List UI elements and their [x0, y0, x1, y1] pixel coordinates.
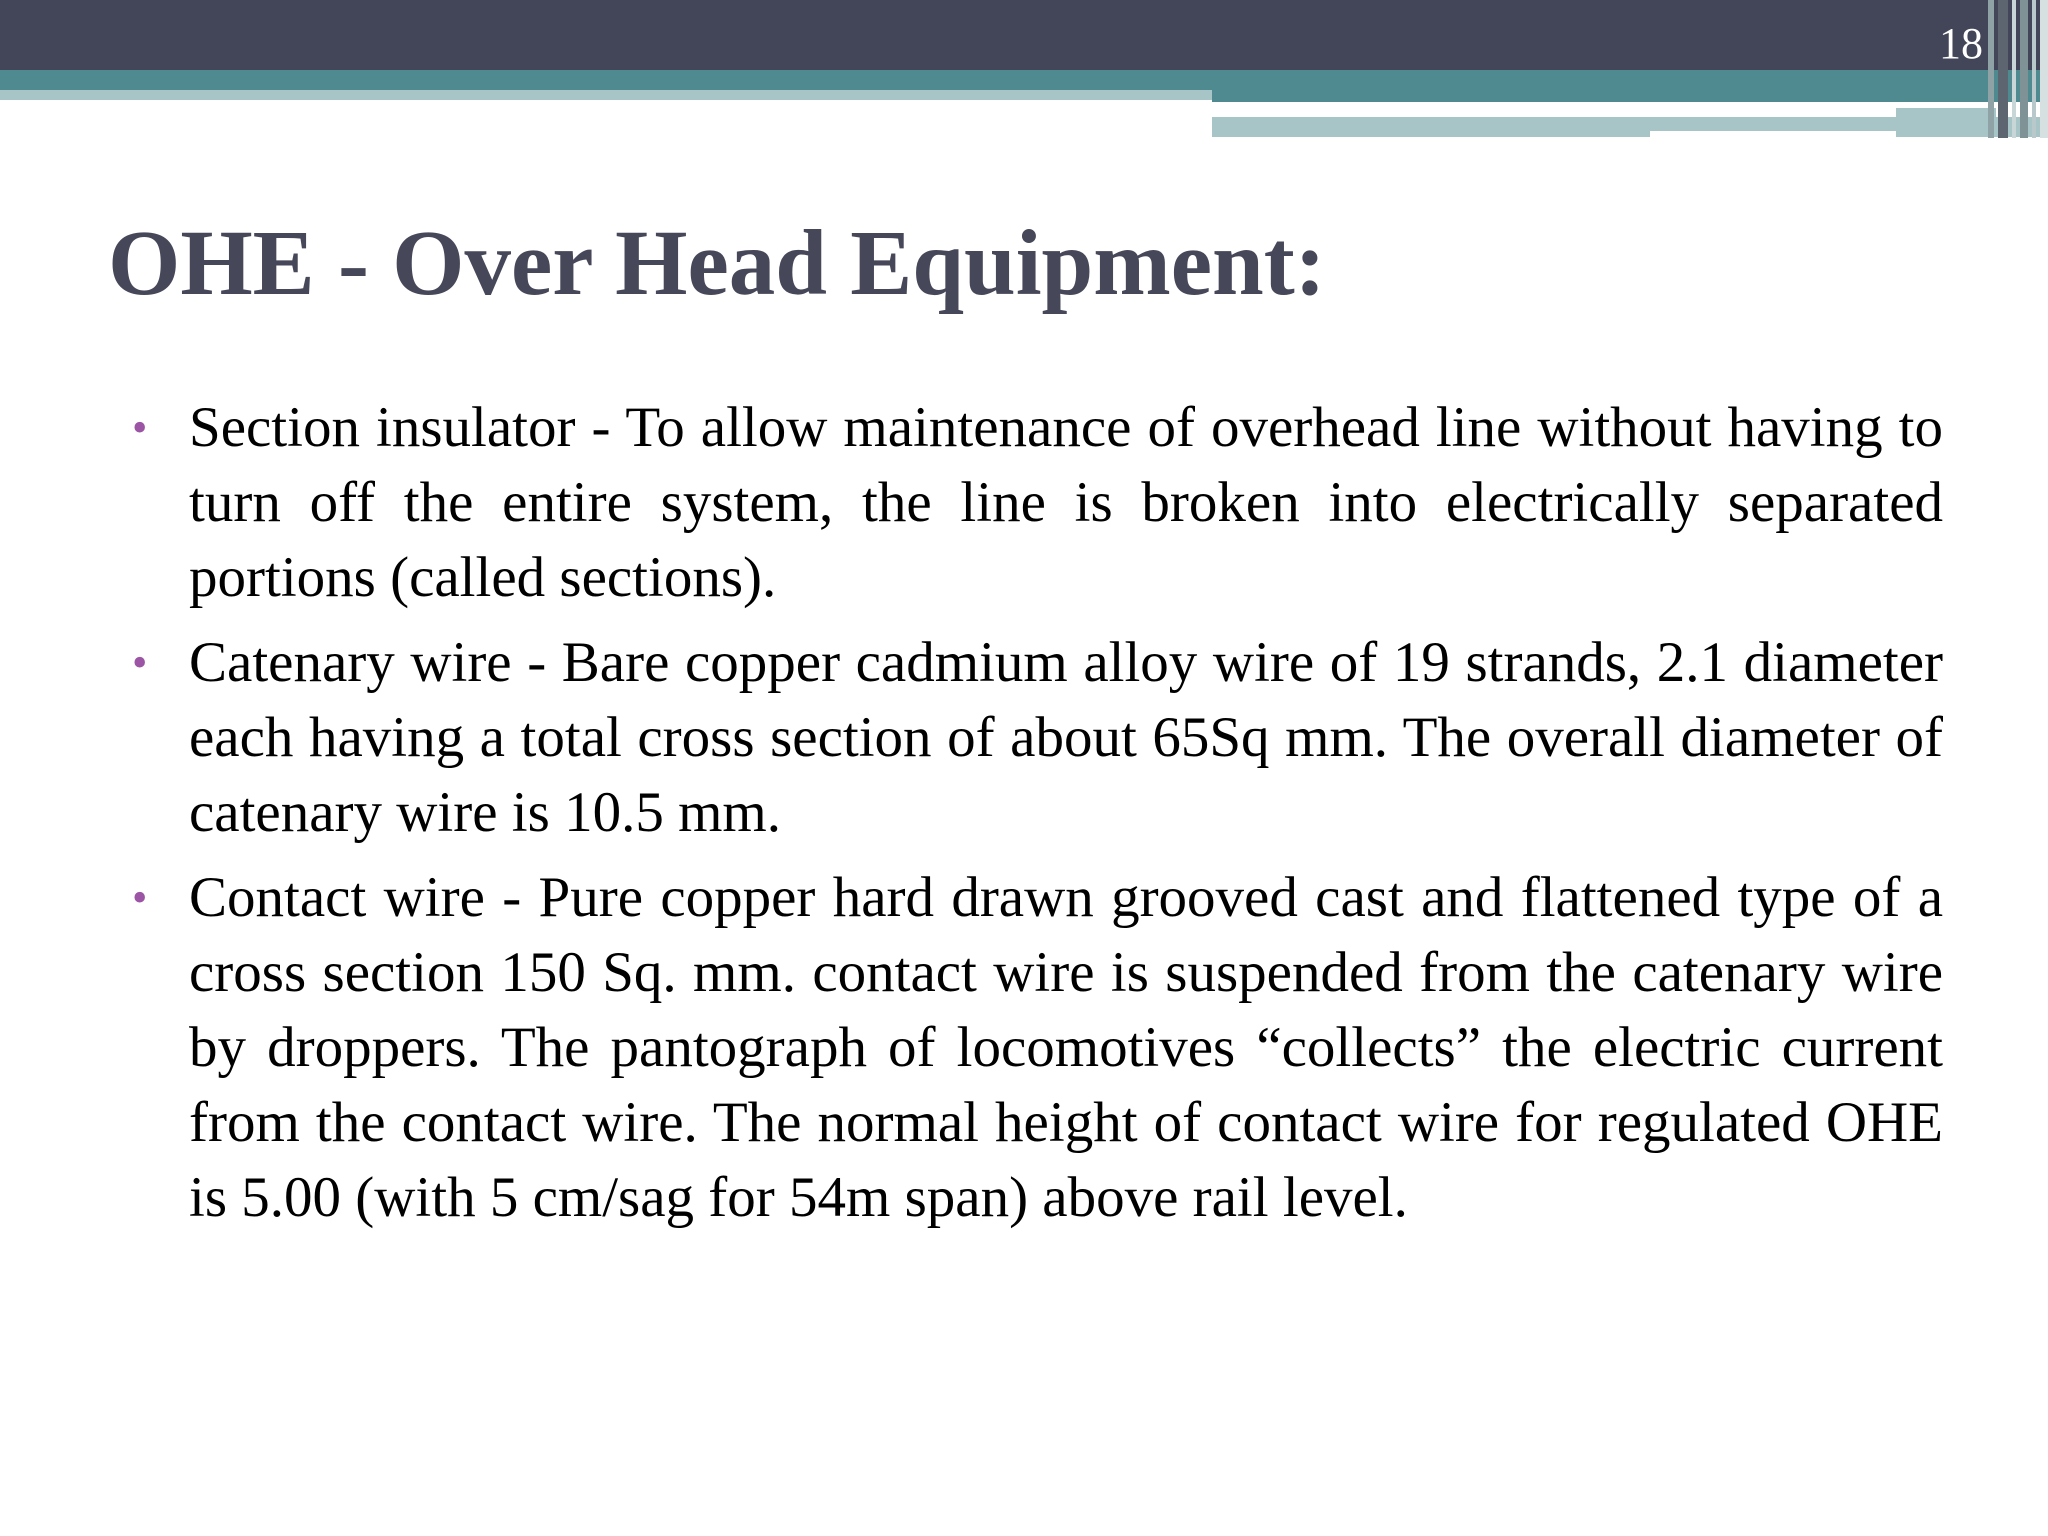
- bullet-list: [128, 390, 1943, 1245]
- bullet-dot-icon: •: [132, 403, 148, 452]
- header-band-right-accent: [1896, 108, 1996, 132]
- bullet-text: Contact wire - Pure copper hard drawn grooved cast and flattened type of a cross section 150 Sq. mm. contact wire is suspended from the catenary wire by droppers. The pantograph of locomotives “collects” the electric current from the contact wire. The normal height of contact wire for regulated OHE is 5.00 (with 5 cm/sag for 54m span) above rail level.: [189, 866, 1943, 1229]
- header-band-light: [0, 90, 1212, 100]
- vertical-stripe: [2012, 0, 2016, 138]
- vertical-stripe: [1998, 0, 2008, 138]
- header-band-right-gap: [1212, 108, 1896, 117]
- header-vertical-stripes: [1988, 0, 2048, 138]
- header-band-dark: [0, 0, 2048, 70]
- vertical-stripe: [1988, 0, 1994, 138]
- bullet-text: Catenary wire - Bare copper cadmium alloy wire of 19 strands, 2.1 diameter each having a total cross section of about 65Sq mm. The overall diameter of catenary wire is 10.5 mm.: [189, 631, 1943, 844]
- vertical-stripe: [2020, 0, 2028, 138]
- bullet-item-catenary-wire: [128, 625, 1943, 850]
- vertical-stripe: [2040, 0, 2048, 138]
- bullet-dot-icon: •: [132, 873, 148, 922]
- bullet-dot-icon: •: [132, 638, 148, 687]
- header-band-right-gap-lower: [1650, 131, 1896, 137]
- bullet-text: Section insulator - To allow maintenance of overhead line without having to turn off the entire system, the line is broken into electrically separated portions (called sections).: [189, 396, 1943, 609]
- header-band-teal: [0, 70, 2048, 90]
- page-number: 18: [1939, 19, 1983, 68]
- bullet-item-contact-wire: [128, 860, 1943, 1235]
- header-band-right-teal: [1212, 90, 2048, 102]
- slide-title: OHE - Over Head Equipment:: [108, 212, 1326, 315]
- bullet-item-section-insulator: [128, 390, 1943, 615]
- vertical-stripe: [2032, 0, 2036, 138]
